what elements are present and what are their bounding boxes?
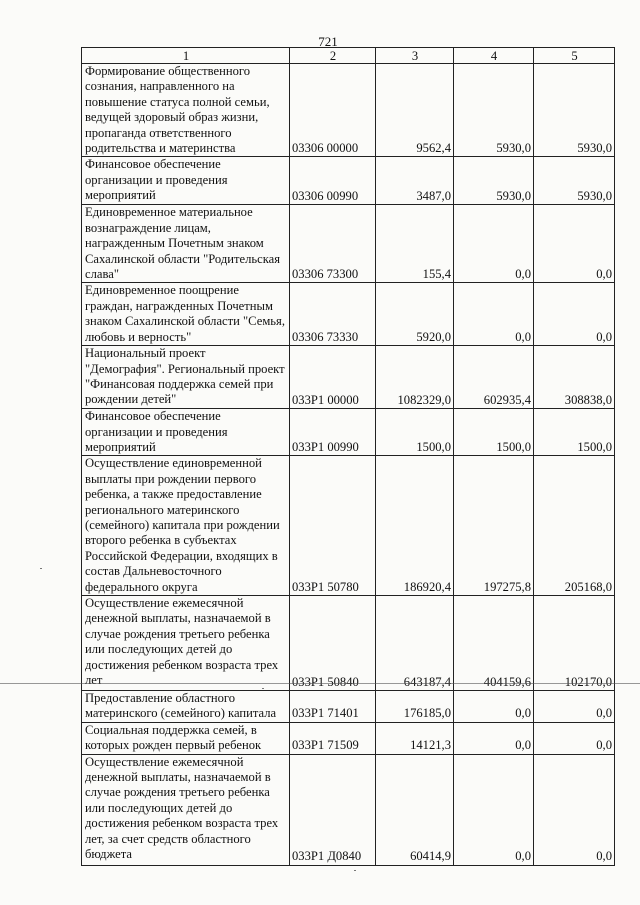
- row-value-col3: 155,4: [376, 205, 454, 283]
- row-value-col4: 404159,6: [454, 595, 534, 690]
- table-row: [82, 409, 615, 456]
- row-value-col4: 602935,4: [454, 346, 534, 409]
- row-name: Осуществление единовременной выплаты при рождении первого ребенка, а также предоставление регионального материнского (семейного) капитала при рождении второго ребенка в субъектах Российской Федерации, входящих в состав Дальневосточного федерального округа: [82, 456, 290, 596]
- table-row: [82, 205, 615, 283]
- table-row: [82, 722, 615, 754]
- row-code: 033P1 00000: [290, 346, 376, 409]
- row-value-col5: 0,0: [534, 690, 615, 722]
- row-name: Предоставление областного материнского (семейного) капитала: [82, 690, 290, 722]
- row-value-col3: 14121,3: [376, 722, 454, 754]
- row-name: Осуществление ежемесячной денежной выплаты, назначаемой в случае рождения третьего ребенка или последующих детей до достижения ребенком возраста трех лет, за счет средств областного бюджета: [82, 754, 290, 865]
- budget-table: [81, 47, 615, 866]
- row-value-col3: 1082329,0: [376, 346, 454, 409]
- row-code: 03306 73300: [290, 205, 376, 283]
- row-value-col5: 0,0: [534, 283, 615, 346]
- row-value-col4: 0,0: [454, 722, 534, 754]
- row-code: 033P1 00990: [290, 409, 376, 456]
- row-value-col5: 102170,0: [534, 595, 615, 690]
- scan-speck: [40, 568, 42, 569]
- row-code: 033P1 50840: [290, 595, 376, 690]
- column-header-3: 3: [376, 48, 454, 64]
- row-value-col5: 5930,0: [534, 157, 615, 205]
- row-value-col4: 0,0: [454, 283, 534, 346]
- row-value-col4: 197275,8: [454, 456, 534, 596]
- table-row: [82, 64, 615, 157]
- row-code: 03306 73330: [290, 283, 376, 346]
- row-name: Осуществление ежемесячной денежной выплаты, назначаемой в случае рождения третьего ребенка или последующих детей до достижения ребенком возраста трех лет: [82, 595, 290, 690]
- row-value-col4: 0,0: [454, 754, 534, 865]
- table-row: [82, 690, 615, 722]
- row-value-col3: 60414,9: [376, 754, 454, 865]
- row-value-col5: 205168,0: [534, 456, 615, 596]
- row-code: 033P1 Д0840: [290, 754, 376, 865]
- scan-speck: [354, 870, 356, 871]
- row-value-col3: 643187,4: [376, 595, 454, 690]
- column-header-2: 2: [290, 48, 376, 64]
- row-value-col3: 3487,0: [376, 157, 454, 205]
- row-value-col4: 5930,0: [454, 157, 534, 205]
- table-row: [82, 595, 615, 690]
- row-name: Национальный проект "Демография". Региональный проект "Финансовая поддержка семей при рождении детей": [82, 346, 290, 409]
- row-value-col3: 1500,0: [376, 409, 454, 456]
- table-row: [82, 346, 615, 409]
- table-row: [82, 157, 615, 205]
- row-value-col3: 9562,4: [376, 64, 454, 157]
- column-header-5: 5: [534, 48, 615, 64]
- row-code: 03306 00000: [290, 64, 376, 157]
- table-header-row: [82, 48, 615, 64]
- row-value-col5: 0,0: [534, 722, 615, 754]
- table-row: [82, 456, 615, 596]
- row-name: Финансовое обеспечение организации и проведения мероприятий: [82, 409, 290, 456]
- row-value-col3: 176185,0: [376, 690, 454, 722]
- row-value-col4: 5930,0: [454, 64, 534, 157]
- row-code: 033P1 50780: [290, 456, 376, 596]
- scan-speck: [262, 688, 264, 689]
- row-code: 033P1 71401: [290, 690, 376, 722]
- table-row: [82, 754, 615, 865]
- row-name: Единовременное поощрение граждан, награжденных Почетным знаком Сахалинской области "Семья, любовь и верность": [82, 283, 290, 346]
- row-value-col3: 5920,0: [376, 283, 454, 346]
- row-name: Социальная поддержка семей, в которых рожден первый ребенок: [82, 722, 290, 754]
- column-header-4: 4: [454, 48, 534, 64]
- row-value-col5: 5930,0: [534, 64, 615, 157]
- row-value-col3: 186920,4: [376, 456, 454, 596]
- row-code: 03306 00990: [290, 157, 376, 205]
- scan-artifact-line: [0, 683, 640, 684]
- row-name: Формирование общественного сознания, направленного на повышение статуса полной семьи, ведущей здоровый образ жизни, пропаганда ответственного родительства и материнства: [82, 64, 290, 157]
- row-value-col4: 0,0: [454, 205, 534, 283]
- table-row: [82, 283, 615, 346]
- row-value-col5: 1500,0: [534, 409, 615, 456]
- page-number: 721: [318, 34, 338, 49]
- row-value-col5: 308838,0: [534, 346, 615, 409]
- row-value-col4: 0,0: [454, 690, 534, 722]
- row-name: Финансовое обеспечение организации и проведения мероприятий: [82, 157, 290, 205]
- row-code: 033P1 71509: [290, 722, 376, 754]
- row-value-col5: 0,0: [534, 754, 615, 865]
- row-value-col4: 1500,0: [454, 409, 534, 456]
- row-value-col5: 0,0: [534, 205, 615, 283]
- column-header-1: 1: [82, 48, 290, 64]
- row-name: Единовременное материальное вознаграждение лицам, награжденным Почетным знаком Сахалинской области "Родительская слава": [82, 205, 290, 283]
